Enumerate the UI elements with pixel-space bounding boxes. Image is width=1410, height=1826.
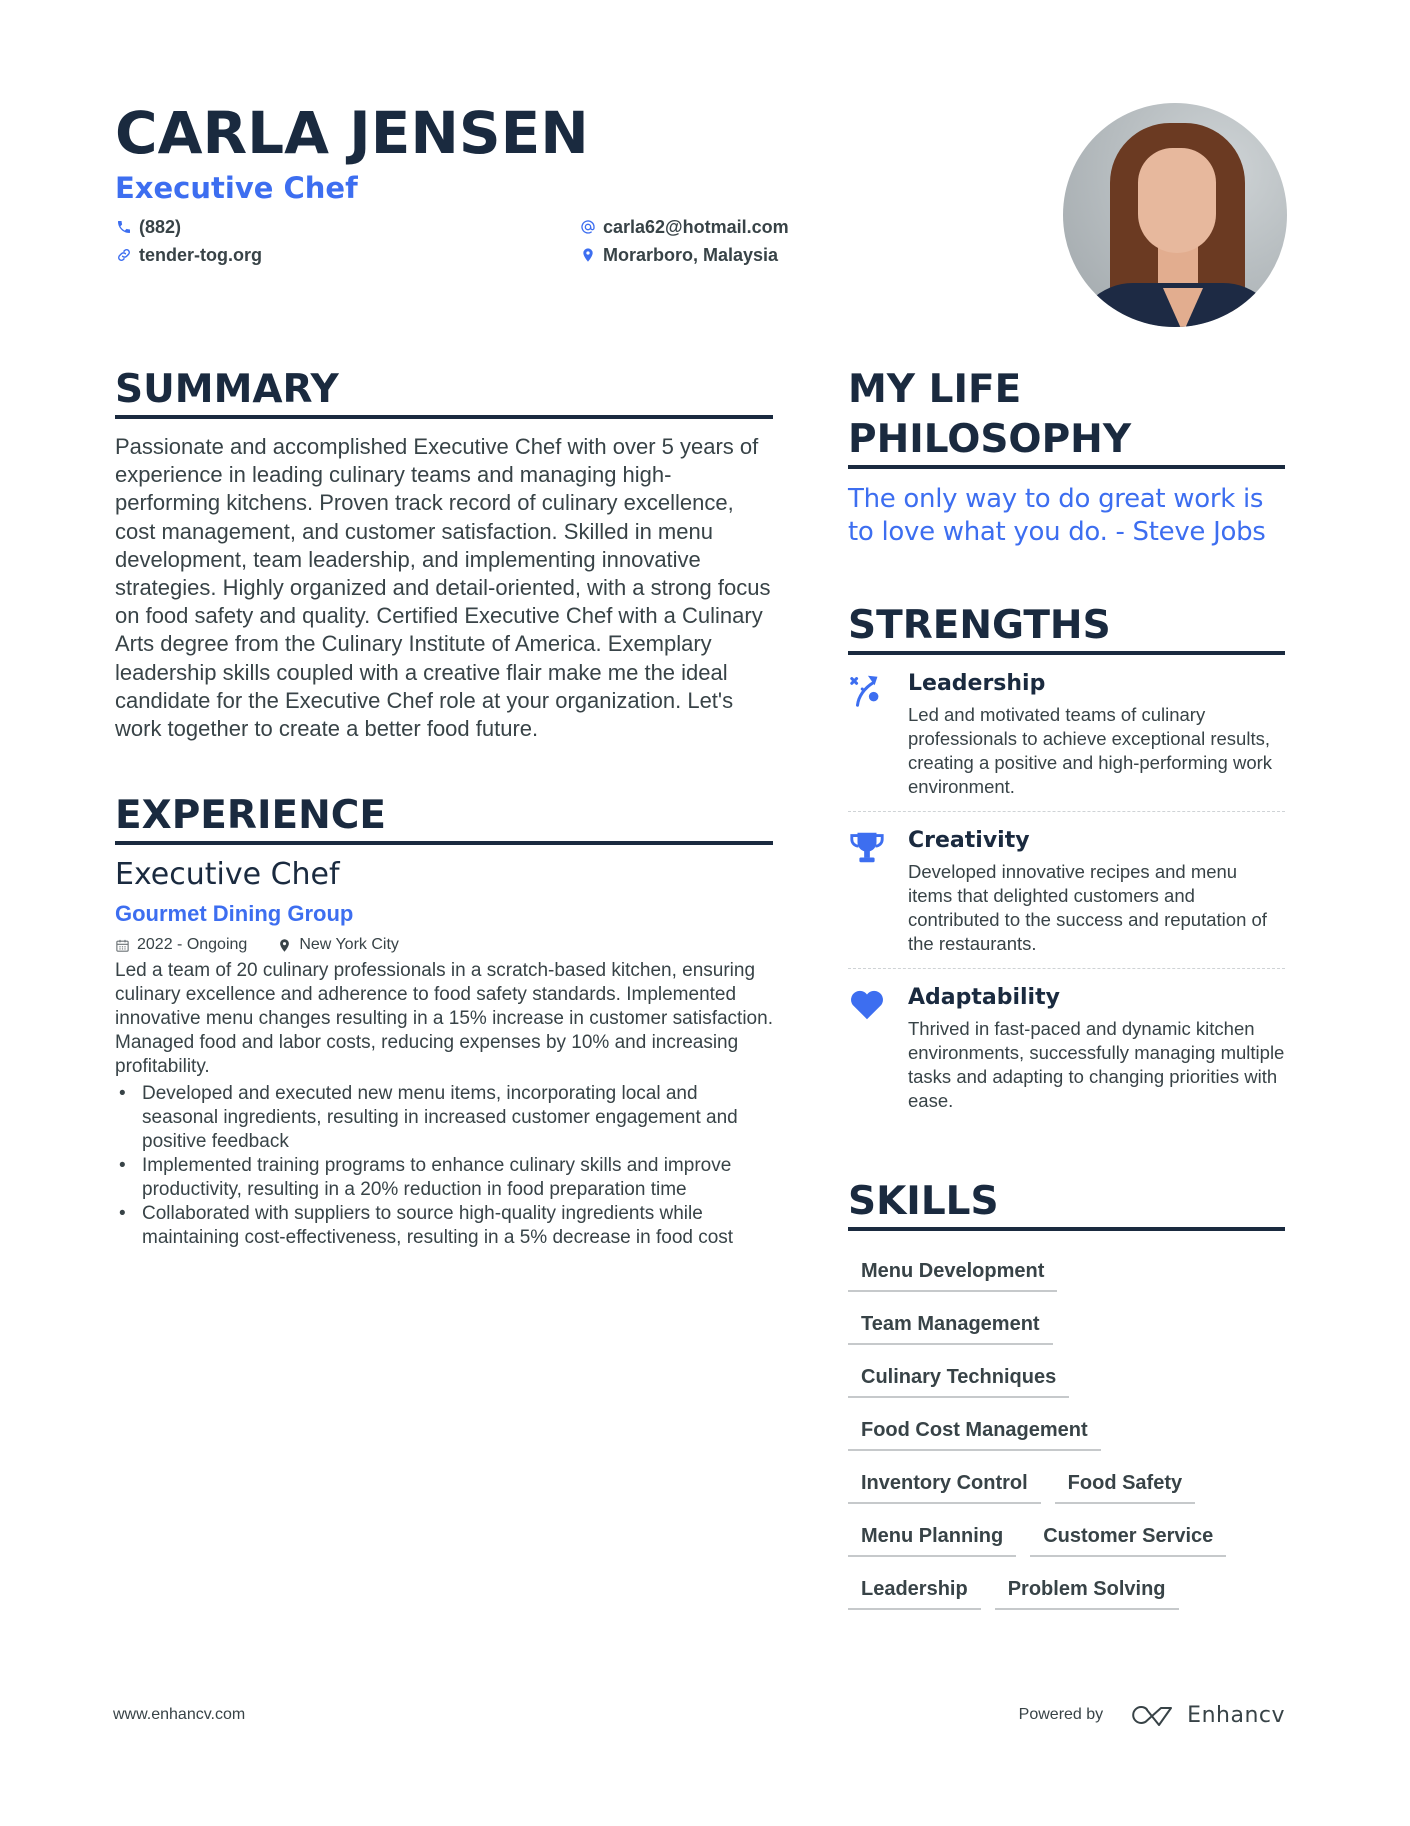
strength-body: [908, 826, 1285, 956]
skill-list: [848, 1239, 1285, 1610]
skill-tag: Customer Service: [1030, 1512, 1226, 1557]
contact-email[interactable]: [579, 214, 789, 240]
footer-website-link[interactable]: www.enhancv.com: [113, 1706, 246, 1723]
left-column: [115, 365, 773, 1250]
summary-text: Passionate and accomplished Executive Chef with over 5 years of experience in leading culinary teams and managing high-performing kitchens. Proven track record of culinary excellence, cost management, and customer satisfaction. Skilled in menu development, team leadership, and implementing innovative strategies. Highly organized and detail-oriented, with a strong focus on food safety and quality. Certified Executive Chef with a Culinary Arts degree from the Culinary Institute of America. Exemplary leadership skills coupled with a creative flair make me the ideal candidate for the Executive Chef role at your organization. Let's work together to create a better food future.: [115, 434, 771, 742]
job-dates: [115, 933, 247, 957]
skill-tag: Menu Development: [848, 1247, 1057, 1292]
skill-tag: Inventory Control: [848, 1459, 1041, 1504]
contact-website[interactable]: [115, 242, 262, 268]
phone-icon: [115, 218, 133, 236]
philosophy-divider: [848, 465, 1285, 469]
email-link[interactable]: carla62@hotmail.com: [603, 216, 789, 237]
location-pin-icon: [579, 246, 597, 264]
strength-name: Creativity: [908, 828, 1030, 853]
job-description: Led a team of 20 culinary professionals in a scratch-based kitchen, ensuring culinary excellence and adherence to food safety standards. Implemented innovative menu changes resulting in a 15% increase in customer satisfaction. Managed food and labor costs, reducing expenses by 10% and increasing profitability.: [115, 960, 773, 1078]
job-title: Executive Chef: [115, 857, 340, 893]
job-meta: [115, 933, 773, 957]
contact-info: [115, 214, 1015, 274]
strengths-heading: STRENGTHS: [848, 603, 1111, 648]
job-bullet: • Implemented training programs to enhance culinary skills and improve productivity, resulting in a 20% reduction in food preparation time: [115, 1154, 773, 1202]
skill-tag: Culinary Techniques: [848, 1353, 1069, 1398]
strength-item: [848, 969, 1285, 1125]
strength-item: [848, 655, 1285, 812]
skill-tag: Team Management: [848, 1300, 1053, 1345]
candidate-title: Executive Chef: [115, 171, 358, 205]
experience-section: [115, 791, 773, 1250]
skill-tag: Food Safety: [1055, 1459, 1195, 1504]
summary-section: [115, 365, 773, 743]
job-bullets: [115, 1082, 773, 1250]
strategy-icon: [848, 669, 908, 799]
candidate-name: CARLA JENSEN: [115, 99, 589, 167]
link-icon: [115, 246, 133, 264]
contact-phone: [115, 214, 181, 240]
job-location-text: New York City: [299, 936, 399, 954]
skill-tag: Menu Planning: [848, 1512, 1016, 1557]
company-name: Gourmet Dining Group: [115, 901, 354, 927]
skill-tag: Leadership: [848, 1565, 981, 1610]
skills-heading: SKILLS: [848, 1179, 999, 1224]
job-dates-text: 2022 - Ongoing: [137, 936, 248, 954]
skill-tag: Food Cost Management: [848, 1406, 1101, 1451]
location-value: Morarboro, Malaysia: [603, 244, 779, 265]
philosophy-section: [848, 365, 1285, 549]
contact-location: [579, 242, 778, 268]
strength-description: Led and motivated teams of culinary professionals to achieve exceptional results, creating a positive and high-performing work environment.: [908, 704, 1273, 797]
job-bullet: • Developed and executed new menu items, incorporating local and seasonal ingredients, resulting in increased customer engagement and positive feedback: [115, 1082, 773, 1154]
skills-section: [848, 1177, 1285, 1610]
website-link[interactable]: tender-tog.org: [139, 244, 262, 265]
experience-heading: EXPERIENCE: [115, 793, 387, 839]
summary-heading: SUMMARY: [115, 367, 339, 412]
strength-description: Thrived in fast-paced and dynamic kitchen environments, successfully managing multiple tasks and adapting to changing priorities with ease.: [908, 1018, 1285, 1111]
calendar-icon: [115, 938, 130, 953]
strength-name: Adaptability: [908, 985, 1060, 1010]
experience-entry: [115, 855, 773, 1250]
job-location: [277, 933, 399, 957]
strengths-section: [848, 601, 1285, 1125]
strength-description: Developed innovative recipes and menu items that delighted customers and contributed to the success and reputation of the restaurants.: [908, 861, 1267, 954]
right-column: [848, 365, 1285, 1610]
strength-item: [848, 812, 1285, 969]
powered-by-label: Powered by: [1018, 1706, 1104, 1723]
philosophy-quote: The only way to do great work is to love what you do. - Steve Jobs: [848, 484, 1266, 547]
at-icon: [579, 218, 597, 236]
strength-body: [908, 983, 1285, 1113]
photo-face: [1138, 148, 1216, 253]
philosophy-heading: MY LIFE PHILOSOPHY: [848, 367, 1132, 462]
summary-divider: [115, 415, 773, 419]
skill-tag: Problem Solving: [995, 1565, 1179, 1610]
resume-header: [115, 98, 1015, 274]
enhancv-logo-icon: [1131, 1703, 1177, 1727]
profile-photo: [1063, 103, 1287, 327]
strength-name: Leadership: [908, 671, 1046, 696]
experience-divider: [115, 841, 773, 845]
heart-icon: [848, 983, 908, 1113]
powered-by: [1019, 1703, 1285, 1728]
strength-body: [908, 669, 1285, 799]
photo-collar: [1163, 288, 1203, 327]
enhancv-brand: Enhancv: [1187, 1702, 1285, 1728]
job-bullet: • Collaborated with suppliers to source high-quality ingredients while maintaining cost-effectiveness, resulting in a 5% decrease in food cost: [115, 1202, 773, 1250]
skills-divider: [848, 1227, 1285, 1231]
phone-value: (882): [139, 216, 182, 237]
location-pin-icon: [277, 938, 292, 953]
trophy-icon: [848, 826, 908, 956]
footer: [113, 1700, 1285, 1730]
